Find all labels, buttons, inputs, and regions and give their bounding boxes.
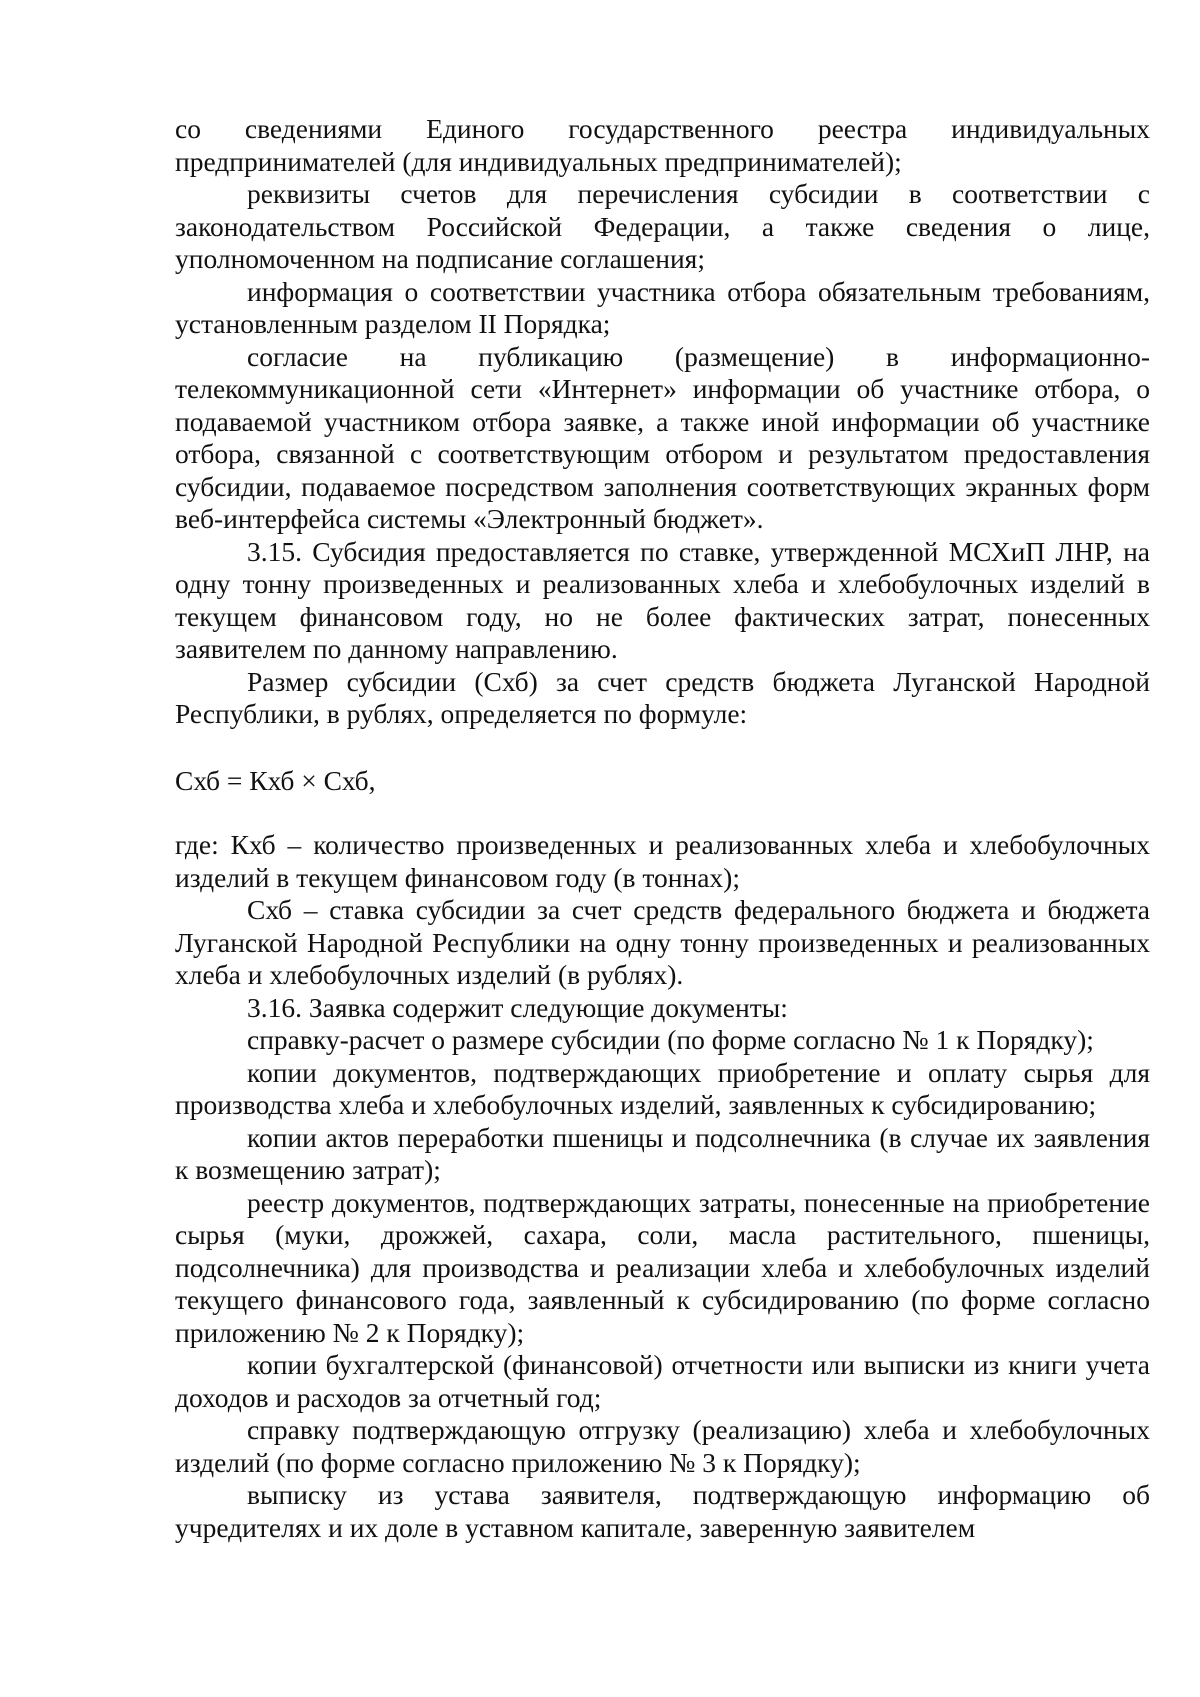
document-body — [175, 113, 1150, 1544]
paragraph-formula-skhb: Схб – ставка субсидии за счет средств федерального бюджета и бюджета Луганской Народной Республики на одну тонну произведенных и реализованных хлеба и хлебобулочных изделий (в рублях). — [175, 894, 1150, 990]
list-item-calculation-certificate: справку-расчет о размере субсидии (по форме согласно № 1 к Порядку); — [247, 1024, 1094, 1055]
paragraph-subsidy-size: Размер субсидии (Схб) за счет средств бюджета Луганской Народной Республики, в рублях, определяется по формуле: — [175, 665, 1150, 729]
paragraph-bank-details: реквизиты счетов для перечисления субсидии в соответствии с законодательством Российской Федерации, а также сведения о лице, уполномоченном на подписание соглашения; — [175, 178, 1150, 274]
list-item-shipment-certificate: справку подтверждающую отгрузку (реализацию) хлеба и хлебобулочных изделий (по форме согласно приложению № 3 к Порядку); — [175, 1414, 1150, 1478]
paragraph-formula-khb: где: Кхб – количество произведенных и реализованных хлеба и хлебобулочных изделий в текущем финансовом году (в тоннах); — [175, 829, 1150, 893]
paragraph-section-3-16: 3.16. Заявка содержит следующие документы: — [247, 991, 788, 1023]
paragraph-section-3-15: 3.15. Субсидия предоставляется по ставке, утвержденной МСХиП ЛНР, на одну тонну произведенных и реализованных хлеба и хлебобулочных изделий в текущем финансовом году, но не более фактических затрат, понесенных заявителем по данному направлению. — [175, 535, 1150, 664]
paragraph-egrip-info: со сведениями Единого государственного реестра индивидуальных предпринимателей (для индивидуальных предпринимателей); — [175, 113, 1150, 177]
list-item-purchase-documents: копии документов, подтверждающих приобретение и оплату сырья для производства хлеба и хлебобулочных изделий, заявленных к субсидированию; — [175, 1056, 1150, 1120]
paragraph-publication-consent: согласие на публикацию (размещение) в информационно-телекоммуникационной сети «Интернет» информации об участнике отбора, о подаваемой участником отбора заявке, а также иной информации об участнике отбора, связанной с соответствующим отбором и результатом предоставления субсидии, подаваемое посредством заполнения соответствующих экранных форм веб-интерфейса системы «Электронный бюджет». — [175, 340, 1150, 534]
list-item-charter-extract: выписку из устава заявителя, подтверждающую информацию об учредителях и их доле в уставном капитале, заверенную заявителем — [175, 1479, 1150, 1543]
list-item-cost-register: реестр документов, подтверждающих затраты, понесенные на приобретение сырья (муки, дрожжей, сахара, соли, масла растительного, пшеницы, подсолнечника) для производства и реализации хлеба и хлебобулочных изделий текущего финансового года, заявленный к субсидированию (по форме согласно приложению № 2 к Порядку); — [175, 1186, 1150, 1348]
list-item-processing-acts: копии актов переработки пшеницы и подсолнечника (в случае их заявления к возмещению затрат); — [175, 1121, 1150, 1185]
formula: Схб = Кхб × Схб, — [175, 764, 376, 796]
paragraph-compliance-info: информация о соответствии участника отбора обязательным требованиям, установленным разделом II Порядка; — [175, 275, 1150, 339]
list-item-accounting-reports: копии бухгалтерской (финансовой) отчетности или выписки из книги учета доходов и расходов за отчетный год; — [175, 1349, 1150, 1413]
